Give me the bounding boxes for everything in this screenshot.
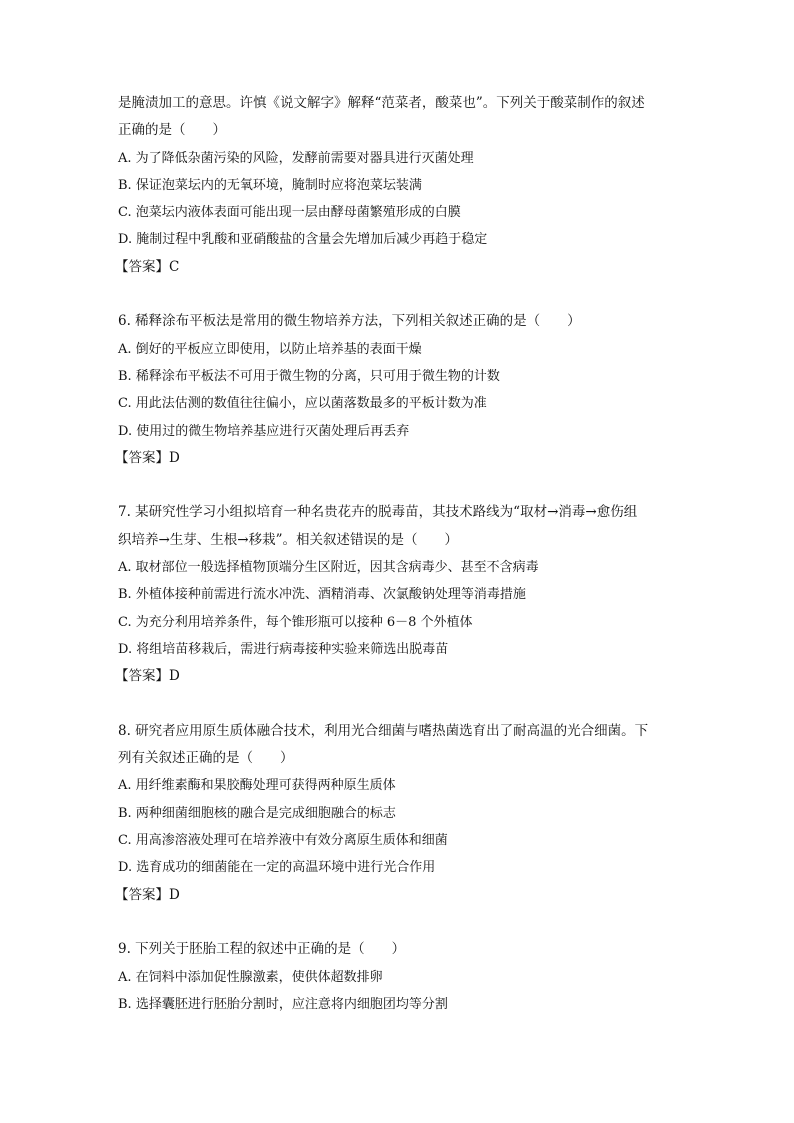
question-8-option-a: A. 用纤维素酶和果胶酶处理可获得两种原生质体 [118,778,396,794]
question-8-stem-line-1: 8. 研究者应用原生质体融合技术，利用光合细菌与嗜热菌选育出了耐高温的光合细菌。下 [118,722,649,739]
question-7-option-a: A. 取材部位一般选择植物顶端分生区附近，因其含病毒少、甚至不含病毒 [118,560,539,576]
question-8-option-b: B. 两种细菌细胞核的融合是完成细胞融合的标志 [118,805,396,821]
question-7-answer: 【答案】D [115,668,180,685]
question-8 [115,718,678,909]
question-6-option-a: A. 倒好的平板应立即使用，以防止培养基的表面干燥 [118,341,422,357]
question-8-answer: 【答案】D [115,886,180,903]
spacer [118,909,678,936]
question-8-option-c: C. 用高渗溶液处理可在培养液中有效分离原生质体和细菌 [118,833,448,849]
question-9-stem-line-1: 9. 下列关于胚胎工程的叙述中正确的是（ ） [118,941,406,958]
question-5-stem-line-1: 是腌渍加工的意思。许慎《说文解字》解释“范菜者，酸菜也”。下列关于酸菜制作的叙述 [118,95,645,111]
question-5-option-b: B. 保证泡菜坛内的无氧环境，腌制时应将泡菜坛装满 [118,177,422,193]
question-6-option-d: D. 使用过的微生物培养基应进行灭菌处理后再丢弃 [118,423,410,439]
question-5-option-d: D. 腌制过程中乳酸和亚硝酸盐的含量会先增加后减少再趋于稳定 [118,232,488,248]
page-content [115,90,678,1018]
question-5-answer: 【答案】C [115,258,180,275]
question-7-option-c: C. 为充分利用培养条件，每个锥形瓶可以接种 6－8 个外植体 [118,614,473,630]
spacer [118,691,678,718]
question-6-stem-line-1: 6. 稀释涂布平板法是常用的微生物培养方法，下列相关叙述正确的是（ ） [118,313,581,330]
question-6-answer: 【答案】D [115,449,180,466]
question-8-stem-line-2: 列有关叙述正确的是（ ） [118,750,294,767]
question-9-option-a: A. 在饲料中添加促性腺激素，使供体超数排卵 [118,969,383,985]
question-6-option-c: C. 用此法估测的数值往往偏小，应以菌落数最多的平板计数为准 [118,396,487,412]
question-5 [115,90,678,281]
question-5-stem-line-2: 正确的是（ ） [118,122,226,139]
spacer [118,281,678,308]
question-8-option-d: D. 选育成功的细菌能在一定的高温环境中进行光合作用 [118,860,436,876]
spacer [118,472,678,499]
question-7-option-d: D. 将组培苗移栽后，需进行病毒接种实验来筛选出脱毒苗 [118,641,449,657]
question-9-option-b: B. 选择囊胚进行胚胎分割时，应注意将内细胞团均等分割 [118,996,448,1012]
question-5-option-a: A. 为了降低杂菌污染的风险，发酵前需要对器具进行灭菌处理 [118,150,474,166]
question-6 [115,308,678,472]
question-5-option-c: C. 泡菜坛内液体表面可能出现一层由酵母菌繁殖形成的白膜 [118,205,461,221]
question-7-option-b: B. 外植体接种前需进行流水冲洗、酒精消毒、次氯酸钠处理等消毒措施 [118,587,526,603]
question-6-option-b: B. 稀释涂布平板法不可用于微生物的分离，只可用于微生物的计数 [118,368,500,384]
question-7-stem-line-2: 织培养→生芽、生根→移栽”。相关叙述错误的是（ ） [118,531,459,548]
question-7-stem-line-1: 7. 某研究性学习小组拟培育一种名贵花卉的脱毒苗，其技术路线为“取材→消毒→愈伤组 [118,504,638,521]
question-9 [118,936,678,1018]
question-7 [115,499,678,690]
